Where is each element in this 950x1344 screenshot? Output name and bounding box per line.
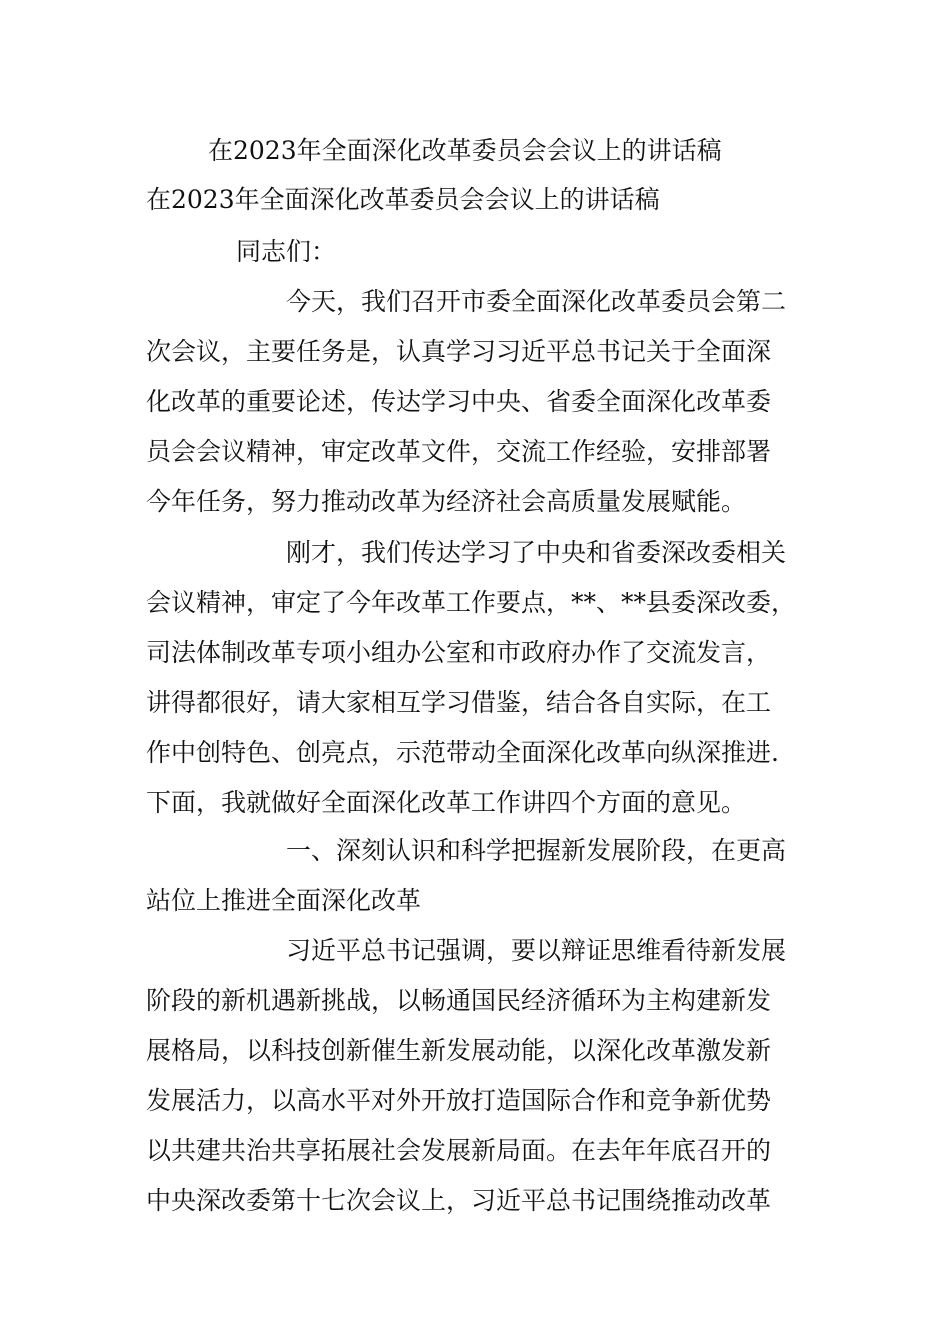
paragraph-1-line: 今年任务，努力推动改革为经济社会高质量发展赋能。	[146, 487, 747, 516]
paragraph-3-line: 中央深改委第十七次会议上，习近平总书记围绕推动改革	[146, 1186, 772, 1215]
paragraph-2-line: 刚才，我们传达学习了中央和省委深改委相关	[286, 538, 787, 567]
paragraph-3-line: 以共建共治共享拓展社会发展新局面。在去年年底召开的	[146, 1136, 772, 1165]
document-title: 在2023年全面深化改革委员会会议上的讲话稿	[146, 185, 660, 214]
paragraph-2-line: 讲得都很好，请大家相互学习借鉴，结合各自实际，在工	[146, 688, 772, 717]
salutation: 同志们：	[236, 237, 337, 266]
paragraph-2-line: 司法体制改革专项小组办公室和市政府办作了交流发言，	[146, 638, 772, 667]
paragraph-1-line: 次会议，主要任务是，认真学习习近平总书记关于全面深	[146, 337, 772, 366]
paragraph-3-line: 展格局，以科技创新催生新发展动能，以深化改革激发新	[146, 1036, 772, 1065]
document-title-centered: 在2023年全面深化改革委员会会议上的讲话稿	[208, 136, 722, 165]
paragraph-3-line: 习近平总书记强调，要以辩证思维看待新发展	[286, 936, 787, 965]
paragraph-3-line: 发展活力，以高水平对外开放打造国际合作和竞争新优势	[146, 1086, 772, 1115]
paragraph-1-line: 今天，我们召开市委全面深化改革委员会第二	[286, 287, 787, 316]
paragraph-3-line: 阶段的新机遇新挑战，以畅通国民经济循环为主构建新发	[146, 986, 772, 1015]
paragraph-2-line: 会议精神，审定了今年改革工作要点，**、**县委深改委，	[146, 588, 797, 617]
paragraph-1-line: 化改革的重要论述，传达学习中央、省委全面深化改革委	[146, 387, 772, 416]
paragraph-1-line: 员会会议精神，审定改革文件，交流工作经验，安排部署	[146, 437, 772, 466]
section-heading-1: 一、深刻认识和科学把握新发展阶段，在更高	[286, 836, 787, 865]
paragraph-2-line: 下面，我就做好全面深化改革工作讲四个方面的意见。	[146, 788, 747, 817]
paragraph-2-line: 作中创特色、创亮点，示范带动全面深化改革向纵深推进.	[146, 738, 779, 767]
section-heading-1: 站位上推进全面深化改革	[146, 886, 422, 915]
